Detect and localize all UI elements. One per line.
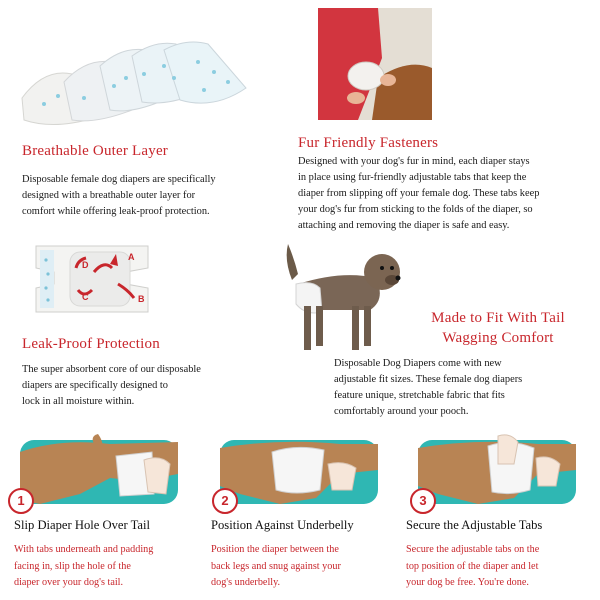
step-1-text: With tabs underneath and padding facing in, slip the hole of the diaper over your dog's tail. bbox=[14, 544, 154, 588]
arrow-label-b: B bbox=[138, 294, 145, 304]
made-to-fit-title: Made to Fit With Tail Wagging Comfort bbox=[431, 310, 565, 346]
step-3-text: Secure the adjustable tabs on the top position of the diaper and let your dog be free. You're done. bbox=[406, 544, 540, 588]
breathable-title: Breathable Outer Layer bbox=[22, 143, 168, 159]
dog-wearing-diaper-image bbox=[282, 240, 406, 358]
step-2-text: Position the diaper between the back legs and snug against your dog's underbelly. bbox=[211, 544, 341, 588]
fur-friendly-title: Fur Friendly Fasteners bbox=[298, 135, 439, 151]
step-1-number-badge: 1 bbox=[8, 488, 34, 514]
arrow-label-a: A bbox=[128, 252, 135, 262]
breathable-text: Disposable female dog diapers are specifically designed with a breathable outer layer for comfort while offering leak-proof protection. bbox=[22, 174, 216, 217]
step-2-illustration bbox=[220, 434, 378, 510]
leak-proof-text: The super absorbent core of our disposable diapers are specifically designed to lock in all moisture within. bbox=[22, 364, 201, 407]
step-3-illustration bbox=[418, 434, 576, 510]
diaper-stack-image bbox=[14, 38, 250, 130]
arrow-label-c: C bbox=[82, 292, 89, 302]
leak-proof-title: Leak-Proof Protection bbox=[22, 336, 160, 352]
step-2-title: Position Against Underbelly bbox=[211, 518, 354, 532]
step-3-title: Secure the Adjustable Tabs bbox=[406, 518, 543, 532]
open-diaper-image bbox=[34, 238, 150, 318]
made-to-fit-text: Disposable Dog Diapers come with new adjustable fit sizes. These female dog diapers feature unique, stretchable fabric that fits comfortably around your pooch. bbox=[334, 358, 523, 417]
step-2-number-badge: 2 bbox=[212, 488, 238, 514]
fastening-photo bbox=[318, 8, 432, 120]
step-1-illustration bbox=[20, 434, 178, 510]
arrow-label-d: D bbox=[82, 260, 89, 270]
fur-friendly-text: Designed with your dog's fur in mind, each diaper stays in place using fur-friendly adjustable tabs that keep the diaper from slipping off your female dog. These tabs keep your dog's fur from sticking to the folds of the diaper, so attaching and removing the diaper is safe and easy. bbox=[298, 156, 540, 231]
step-1-title: Slip Diaper Hole Over Tail bbox=[14, 518, 150, 532]
step-3-number-badge: 3 bbox=[410, 488, 436, 514]
